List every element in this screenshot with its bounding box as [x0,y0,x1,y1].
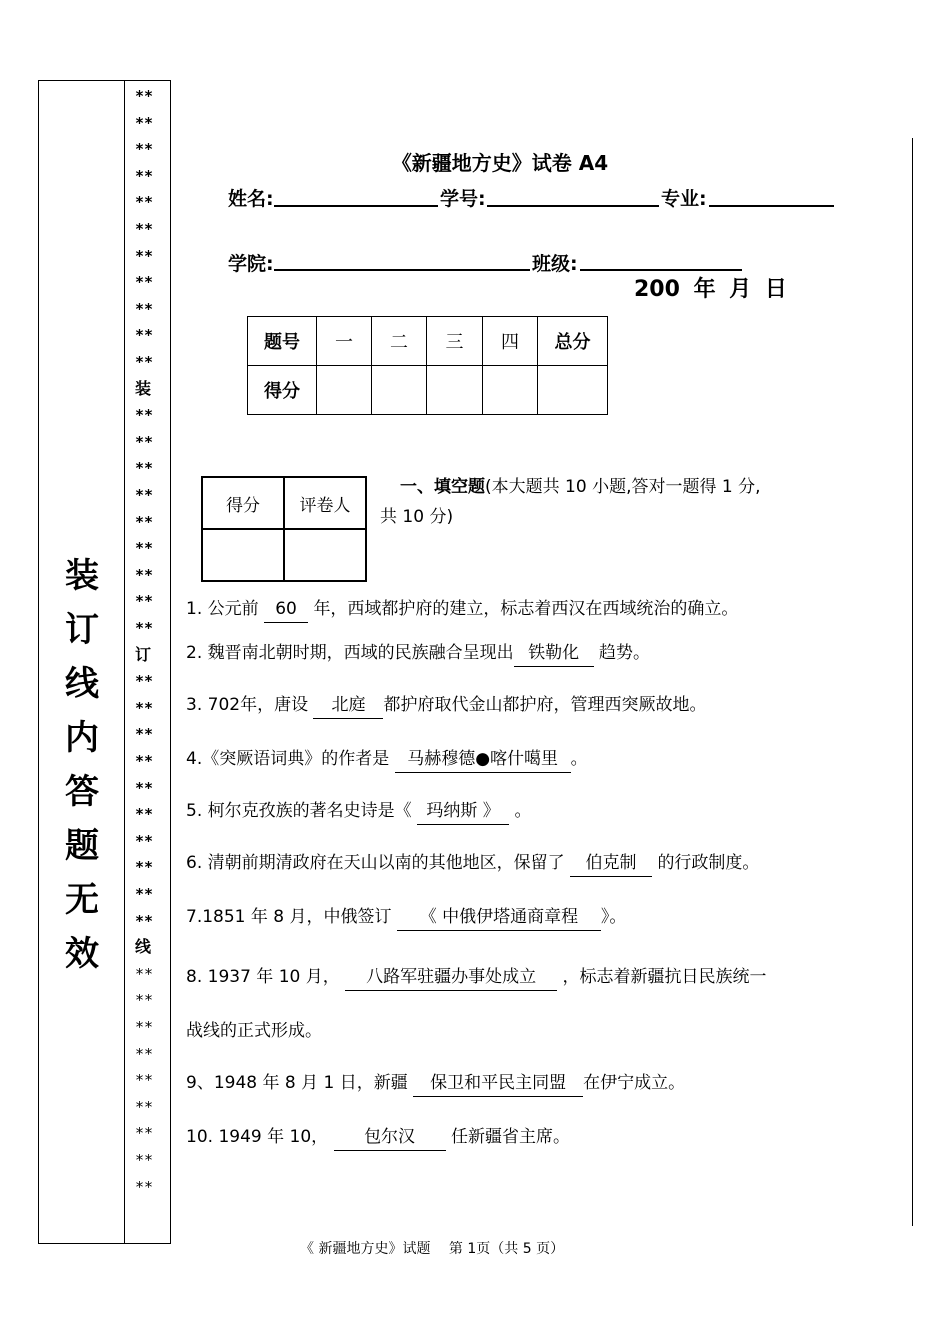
grader-score-cell[interactable] [202,529,284,581]
page-footer: 《 新疆地方史》试题 第 1页（共 5 页） [300,1241,565,1257]
binding-star-mark: ** [135,113,154,132]
binding-star-mark: ** [135,1177,154,1196]
question-text: 。 [514,801,532,821]
question-3 [186,690,706,719]
question-text: 趋势。 [599,643,651,663]
question-text: 8. 1937 年 10 月， [186,967,340,987]
question-text: 。 [570,749,588,769]
question-text: 都护府取代金山都护府，管理西突厥故地。 [383,695,707,715]
student-id-label: 学号: [440,188,486,210]
binding-char: 答 [65,772,99,812]
question-8 [186,962,767,991]
question-text: ，标志着新疆抗日民族统一 [562,967,767,987]
question-text: 1. 公元前 [186,599,259,619]
score-row-label: 得分 [248,366,317,415]
question-8-cont: 战线的正式形成。 [186,1021,322,1041]
binding-star-mark: ** [135,299,154,318]
question-text: 2. 魏晋南北朝时期，西域的民族融合呈现出 [186,643,514,663]
binding-star-mark: ** [135,1097,154,1116]
binding-star-mark: ** [135,672,154,691]
grader-score-label: 得分 [202,477,284,529]
score-table-header: 题号 [248,317,317,366]
student-id-field[interactable] [487,205,659,207]
class-label: 班级: [532,253,578,275]
grader-name-label: 评卷人 [284,477,366,529]
binding-star-mark: ** [135,166,154,185]
question-text: 的行政制度。 [657,853,760,873]
binding-star-mark: ** [135,592,154,611]
binding-char: 线 [65,664,99,704]
binding-star-mark: ** [135,140,154,159]
question-4 [186,744,588,773]
question-1 [186,594,738,623]
binding-char: 题 [65,826,99,866]
binding-star-mark: ** [135,1151,154,1169]
binding-star-mark: 装 [135,378,152,398]
binding-star-mark: ** [135,698,154,717]
binding-star-mark: ** [135,87,154,105]
score-cell[interactable] [372,366,427,415]
score-cell[interactable] [483,366,538,415]
binding-star-mark: ** [135,1018,154,1036]
score-cell[interactable] [538,366,608,415]
score-cell[interactable] [317,366,372,415]
answer-blank[interactable]: 马赫穆德●喀什噶里 [395,744,571,773]
class-field[interactable] [580,269,742,271]
binding-star-mark: 订 [135,644,152,664]
name-label: 姓名: [228,188,274,210]
college-label: 学院: [228,253,274,275]
binding-star-mark: ** [135,273,154,292]
exam-title: 《新疆地方史》试卷 A4 [391,151,609,175]
question-text: 5. 柯尔克孜族的著名史诗是《 [186,801,412,821]
binding-char: 效 [65,934,99,974]
binding-char: 无 [65,880,99,920]
binding-star-mark: ** [135,486,154,504]
binding-star-mark: ** [135,326,154,345]
binding-star-mark: ** [135,991,154,1010]
binding-star-mark: ** [135,565,154,584]
answer-blank[interactable]: 保卫和平民主同盟 [413,1068,583,1097]
section-heading [380,472,840,532]
right-margin-rule [912,138,913,1226]
binding-star-mark: ** [135,432,154,451]
section-desc: (本大题共 10 小题,答对一题得 1 分, [485,477,761,497]
score-table-header: 四 [483,317,538,366]
question-5 [186,796,531,825]
answer-blank[interactable]: 铁勒化 [514,638,594,667]
binding-char: 内 [65,718,99,758]
binding-star-mark: ** [135,1071,154,1090]
binding-star-mark: ** [135,885,154,903]
question-text: 6. 清朝前期清政府在天山以南的其他地区，保留了 [186,853,565,873]
major-field[interactable] [709,205,834,207]
question-text: 10. 1949 年 10， [186,1127,329,1147]
binding-star-mark: ** [135,831,154,850]
binding-star-mark: 线 [135,937,152,957]
binding-star-mark: ** [135,725,154,744]
section-title: 一、填空题 [400,477,485,497]
binding-star-mark: ** [135,539,154,558]
question-text: 7.1851 年 8 月，中俄签订 [186,907,392,927]
exam-date: 200 年 月 日 [634,277,787,302]
question-text: 》。 [600,907,627,927]
name-field[interactable] [274,205,438,207]
binding-star-mark: ** [135,619,154,637]
binding-star-mark: ** [135,1124,154,1143]
question-2 [186,638,650,667]
binding-char: 订 [65,610,99,650]
binding-column [38,80,124,1244]
question-9 [186,1068,685,1097]
grader-table [201,476,367,582]
binding-notice [39,549,125,981]
question-6 [186,848,759,877]
binding-star-mark: ** [135,459,154,478]
question-7 [186,902,626,931]
question-text: 在伊宁成立。 [583,1073,686,1093]
score-cell[interactable] [427,366,483,415]
binding-star-mark: ** [135,353,154,371]
binding-star-mark: ** [135,406,154,425]
binding-star-mark: ** [135,220,154,238]
answer-blank[interactable]: 《 中俄伊塔通商章程 [397,902,601,931]
binding-star-mark: ** [135,778,154,797]
section-desc-cont: 共 10 分) [380,507,454,527]
major-label: 专业: [661,188,707,210]
binding-star-mark: ** [135,193,154,212]
score-table-header: 三 [427,317,483,366]
question-text: 9、1948 年 8 月 1 日，新疆 [186,1073,408,1093]
question-text: 3. 702年，唐设 [186,695,309,715]
score-table [247,316,608,415]
binding-star-mark: ** [135,911,154,930]
binding-char: 装 [65,556,99,596]
answer-blank[interactable]: 八路军驻疆办事处成立 [345,962,557,991]
college-field[interactable] [274,269,530,271]
answer-blank[interactable]: 伯克制 [570,848,652,877]
question-text: 任新疆省主席。 [450,1127,570,1147]
grader-name-cell[interactable] [284,529,366,581]
binding-star-mark: ** [135,512,154,531]
binding-star-mark: ** [135,964,154,983]
question-10 [186,1122,570,1151]
answer-blank[interactable]: 包尔汉 [334,1122,446,1151]
binding-star-mark: ** [135,805,154,824]
binding-star-mark: ** [135,858,154,877]
question-text: 年，西域都护府的建立，标志着西汉在西域统治的确立。 [313,599,739,619]
score-table-header: 一 [317,317,372,366]
binding-star-mark: ** [135,1044,154,1063]
answer-blank[interactable]: 玛纳斯 》 [417,796,509,825]
answer-blank[interactable]: 北庭 [313,690,383,719]
answer-blank[interactable]: 60 [264,599,308,623]
binding-star-mark: ** [135,752,154,770]
question-text: 4.《突厥语词典》的作者是 [186,749,390,769]
score-table-header: 二 [372,317,427,366]
star-column [124,80,171,1244]
binding-star-mark: ** [135,246,154,265]
score-table-header: 总分 [538,317,608,366]
